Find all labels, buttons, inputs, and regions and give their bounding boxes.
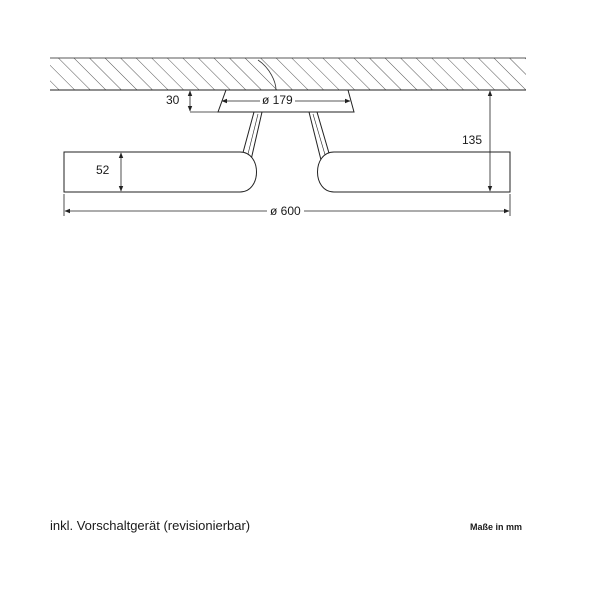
label-mount-height: 30 xyxy=(166,93,180,107)
label-canopy-diameter: ø 179 xyxy=(262,93,293,107)
ceiling xyxy=(50,58,526,90)
label-body-height: 52 xyxy=(96,163,110,177)
units-note: Maße in mm xyxy=(469,522,522,532)
luminaire-body xyxy=(64,152,510,192)
label-overall-diameter: ø 600 xyxy=(270,204,301,218)
suspension-rods xyxy=(241,112,331,160)
label-total-height: 135 xyxy=(462,133,483,147)
ballast-note: inkl. Vorschaltgerät (revisionierbar) xyxy=(50,518,251,533)
